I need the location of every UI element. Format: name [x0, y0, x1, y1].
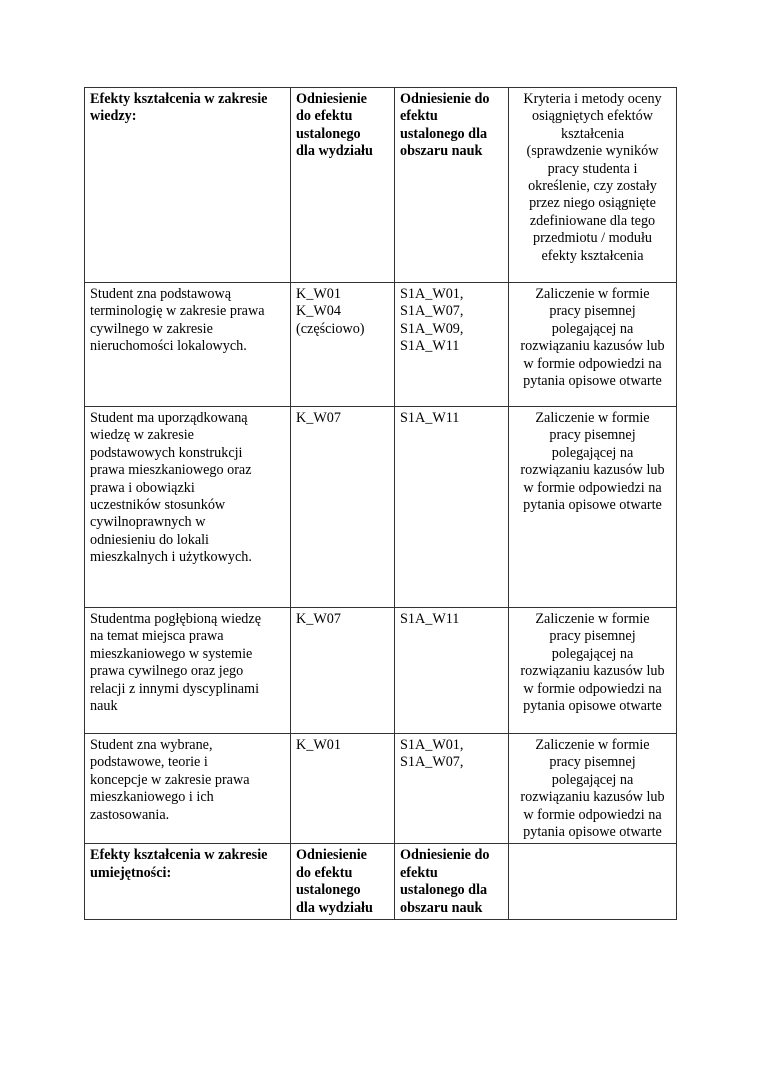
criteria-cell-line: rozwiązaniu kazusów lub	[520, 663, 665, 680]
effect-cell-line: Studentma pogłębioną wiedzę	[90, 611, 261, 627]
header-faculty-reference-line: ustalonego	[296, 125, 361, 142]
header-area-reference-line: ustalonego dla	[400, 882, 488, 899]
criteria-cell-line: Zaliczenie w formie	[535, 410, 650, 426]
criteria-cell-line: Zaliczenie w formie	[535, 286, 650, 302]
header-effects-knowledge-line: wiedzy:	[90, 108, 137, 125]
effect-cell-line: nieruchomości lokalowych.	[90, 338, 247, 355]
header-area-reference-line: Odniesienie do	[400, 91, 490, 107]
effect-cell-line: uczestników stosunków	[90, 497, 226, 514]
effect-cell-line: na temat miejsca prawa	[90, 628, 224, 645]
header-faculty-reference-line: Odniesienie	[296, 91, 367, 107]
faculty-ref-cell	[291, 734, 395, 844]
criteria-cell	[509, 283, 677, 407]
header-criteria-empty	[509, 844, 677, 920]
criteria-cell-line: w formie odpowiedzi na	[523, 806, 662, 823]
effect-cell	[85, 283, 291, 407]
effect-cell-line: wiedzę w zakresie	[90, 427, 194, 444]
effect-cell-line: cywilnoprawnych w	[90, 514, 206, 531]
header-row-skills	[85, 844, 677, 920]
criteria-cell-line: pracy pisemnej	[549, 303, 636, 320]
header-criteria-line: kształcenia	[560, 125, 625, 142]
header-effects-knowledge-line: Efekty kształcenia w zakresie	[90, 91, 268, 107]
area-ref-cell	[395, 734, 509, 844]
effect-cell-line: odniesieniu do lokali	[90, 531, 210, 548]
criteria-cell-line: Zaliczenie w formie	[535, 611, 650, 627]
criteria-cell-line: pytania opisowe otwarte	[523, 824, 662, 841]
learning-outcomes-table	[84, 87, 677, 920]
header-faculty-reference-line: dla wydziału	[296, 899, 373, 916]
criteria-cell-line: w formie odpowiedzi na	[523, 479, 662, 496]
effect-cell-line: mieszkaniowego w systemie	[90, 645, 253, 662]
criteria-cell-line: Zaliczenie w formie	[535, 737, 650, 753]
header-criteria-line: osiągniętych efektów	[532, 108, 653, 125]
header-faculty-reference-line: do efektu	[296, 108, 353, 125]
criteria-cell-line: pytania opisowe otwarte	[523, 497, 662, 514]
faculty-ref-cell	[291, 407, 395, 608]
effect-cell-line: podstawowe, teorie i	[90, 754, 208, 771]
header-effects-skills	[85, 844, 291, 920]
faculty-ref-cell-line: K_W07	[296, 611, 341, 627]
effect-cell-line: Student zna wybrane,	[90, 737, 213, 753]
header-area-reference	[395, 844, 509, 920]
effect-cell-line: relacji z innymi dyscyplinami	[90, 680, 260, 697]
effect-cell-line: terminologię w zakresie prawa	[90, 303, 265, 320]
header-criteria-line: pracy studenta i	[547, 160, 638, 177]
area-ref-cell	[395, 407, 509, 608]
header-effects-skills-line: Efekty kształcenia w zakresie	[90, 847, 268, 864]
header-area-reference-line: Odniesienie do	[400, 847, 490, 864]
criteria-cell	[509, 407, 677, 608]
header-area-reference	[395, 88, 509, 283]
area-ref-cell	[395, 283, 509, 407]
header-criteria-line: przez niego osiągnięte	[529, 195, 656, 212]
area-ref-cell-line: S1A_W01,	[400, 737, 464, 753]
header-faculty-reference	[291, 88, 395, 283]
faculty-ref-cell-line: K_W04	[296, 303, 341, 320]
effect-cell-line: koncepcje w zakresie prawa	[90, 771, 250, 788]
criteria-cell-line: pracy pisemnej	[549, 628, 636, 645]
area-ref-cell-line: S1A_W11	[400, 410, 460, 426]
effect-cell-line: Student ma uporządkowaną	[90, 410, 248, 426]
header-area-reference-line: efektu	[400, 864, 438, 881]
criteria-cell-line: rozwiązaniu kazusów lub	[520, 789, 665, 806]
area-ref-cell-line: S1A_W07,	[400, 754, 464, 771]
area-ref-cell-line: S1A_W07,	[400, 303, 464, 320]
area-ref-cell-line: S1A_W11	[400, 611, 460, 627]
criteria-cell-line: rozwiązaniu kazusów lub	[520, 338, 665, 355]
header-criteria-line: Kryteria i metody oceny	[523, 91, 662, 107]
header-criteria-line: efekty kształcenia	[541, 247, 644, 264]
criteria-cell-line: w formie odpowiedzi na	[523, 680, 662, 697]
effect-cell-line: cywilnego w zakresie	[90, 320, 213, 337]
header-area-reference-line: ustalonego dla	[400, 125, 488, 142]
criteria-cell-line: polegającej na	[551, 645, 634, 662]
faculty-ref-cell	[291, 608, 395, 734]
header-faculty-reference-line: Odniesienie	[296, 847, 367, 864]
table-row	[85, 407, 677, 608]
criteria-cell-line: polegającej na	[551, 320, 634, 337]
criteria-cell	[509, 608, 677, 734]
faculty-ref-cell-line: (częściowo)	[296, 320, 365, 337]
header-area-reference-line: efektu	[400, 108, 438, 125]
criteria-cell-line: polegającej na	[551, 444, 634, 461]
effect-cell-line: prawa i obowiązki	[90, 479, 195, 496]
table-row	[85, 283, 677, 407]
table-row	[85, 608, 677, 734]
area-ref-cell-line: S1A_W11	[400, 338, 460, 355]
header-criteria-line: zdefiniowane dla tego	[529, 212, 656, 229]
header-faculty-reference-line: dla wydziału	[296, 143, 373, 160]
effect-cell-line: prawa mieszkaniowego oraz	[90, 462, 252, 479]
faculty-ref-cell	[291, 283, 395, 407]
faculty-ref-cell-line: K_W07	[296, 410, 341, 426]
effect-cell	[85, 407, 291, 608]
criteria-cell-line: w formie odpowiedzi na	[523, 355, 662, 372]
effect-cell-line: mieszkaniowego i ich	[90, 789, 214, 806]
header-row	[85, 88, 677, 283]
criteria-cell-line: pracy pisemnej	[549, 427, 636, 444]
effect-cell	[85, 608, 291, 734]
effect-cell-line: prawa cywilnego oraz jego	[90, 663, 244, 680]
header-effects-skills-line: umiejętności:	[90, 864, 172, 881]
criteria-cell-line: pracy pisemnej	[549, 754, 636, 771]
area-ref-cell-line: S1A_W09,	[400, 320, 464, 337]
header-criteria-line: przedmiotu / modułu	[532, 230, 652, 247]
criteria-cell-line: pytania opisowe otwarte	[523, 373, 662, 390]
faculty-ref-cell-line: K_W01	[296, 737, 341, 753]
header-faculty-reference-line: do efektu	[296, 864, 353, 881]
effect-cell-line: mieszkalnych i użytkowych.	[90, 549, 252, 566]
header-area-reference-line: obszaru nauk	[400, 899, 483, 916]
criteria-cell-line: pytania opisowe otwarte	[523, 698, 662, 715]
header-criteria	[509, 88, 677, 283]
effect-cell-line: Student zna podstawową	[90, 286, 232, 302]
table-row	[85, 734, 677, 844]
effect-cell-line: nauk	[90, 698, 118, 715]
header-effects-knowledge	[85, 88, 291, 283]
header-area-reference-line: obszaru nauk	[400, 143, 483, 160]
area-ref-cell	[395, 608, 509, 734]
area-ref-cell-line: S1A_W01,	[400, 286, 464, 302]
effect-cell	[85, 734, 291, 844]
header-faculty-reference	[291, 844, 395, 920]
faculty-ref-cell-line: K_W01	[296, 286, 341, 302]
criteria-cell-line: rozwiązaniu kazusów lub	[520, 462, 665, 479]
criteria-cell-line: polegającej na	[551, 771, 634, 788]
effect-cell-line: podstawowych konstrukcji	[90, 444, 243, 461]
effect-cell-line: zastosowania.	[90, 806, 170, 823]
criteria-cell	[509, 734, 677, 844]
header-criteria-line: określenie, czy zostały	[528, 178, 657, 195]
header-criteria-line: (sprawdzenie wyników	[526, 143, 659, 160]
header-faculty-reference-line: ustalonego	[296, 882, 361, 899]
